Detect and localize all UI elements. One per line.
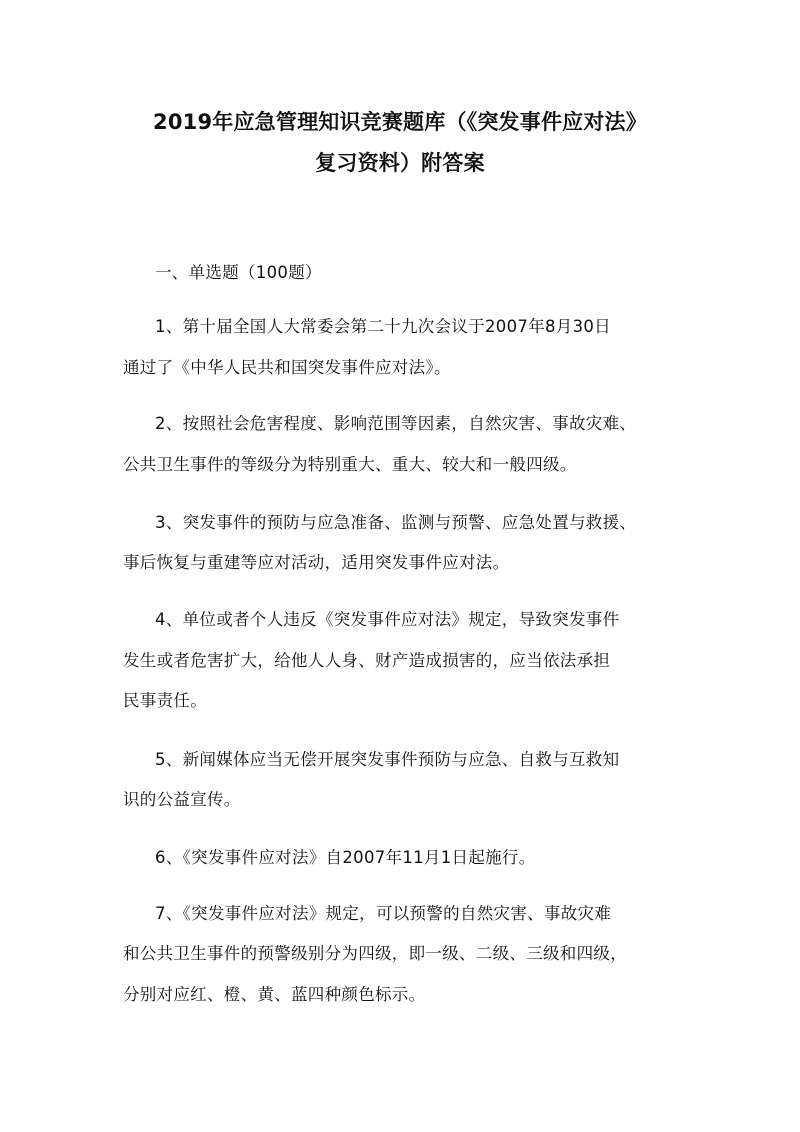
question-7-line-1: 7、《突发事件应对法》规定，可以预警的自然灾害、事故灾难 (155, 904, 612, 923)
question-4-line-2: 发生或者危害扩大，给他人人身、财产造成损害的，应当依法承担 (123, 651, 611, 670)
question-3-line-1: 3、突发事件的预防与应急准备、监测与预警、应急处置与救援、 (155, 513, 637, 532)
question-4-line-3: 民事责任。 (123, 691, 207, 710)
question-1-line-1: 1、第十届全国人大常委会第二十九次会议于2007年8月30日 (155, 317, 611, 336)
question-2-line-2: 公共卫生事件的等级分为特别重大、重大、较大和一般四级。 (123, 455, 577, 474)
question-1-line-2: 通过了《中华人民共和国突发事件应对法》。 (123, 358, 451, 377)
document-title-line-1: 2019年应急管理知识竞赛题库（《突发事件应对法》 (153, 110, 647, 134)
question-7-line-2: 和公共卫生事件的预警级别分为四级，即一级、二级、三级和四级， (123, 944, 627, 963)
question-5-line-1: 5、新闻媒体应当无偿开展突发事件预防与应急、自救与互救知 (155, 750, 620, 769)
document-title-line-2: 复习资料）附答案 (315, 151, 485, 175)
question-2-line-1: 2、按照社会危害程度、影响范围等因素，自然灾害、事故灾难、 (155, 414, 637, 433)
question-7-line-3: 分别对应红、橙、黄、蓝四种颜色标示。 (123, 985, 426, 1004)
question-6-line-1: 6、《突发事件应对法》自2007年11月1日起施行。 (155, 848, 536, 867)
question-5-line-2: 识的公益宣传。 (123, 790, 241, 809)
section-heading: 一、单选题（100题） (155, 263, 322, 282)
question-4-line-1: 4、单位或者个人违反《突发事件应对法》规定，导致突发事件 (155, 610, 620, 629)
question-3-line-2: 事后恢复与重建等应对活动，适用突发事件应对法。 (123, 553, 510, 572)
